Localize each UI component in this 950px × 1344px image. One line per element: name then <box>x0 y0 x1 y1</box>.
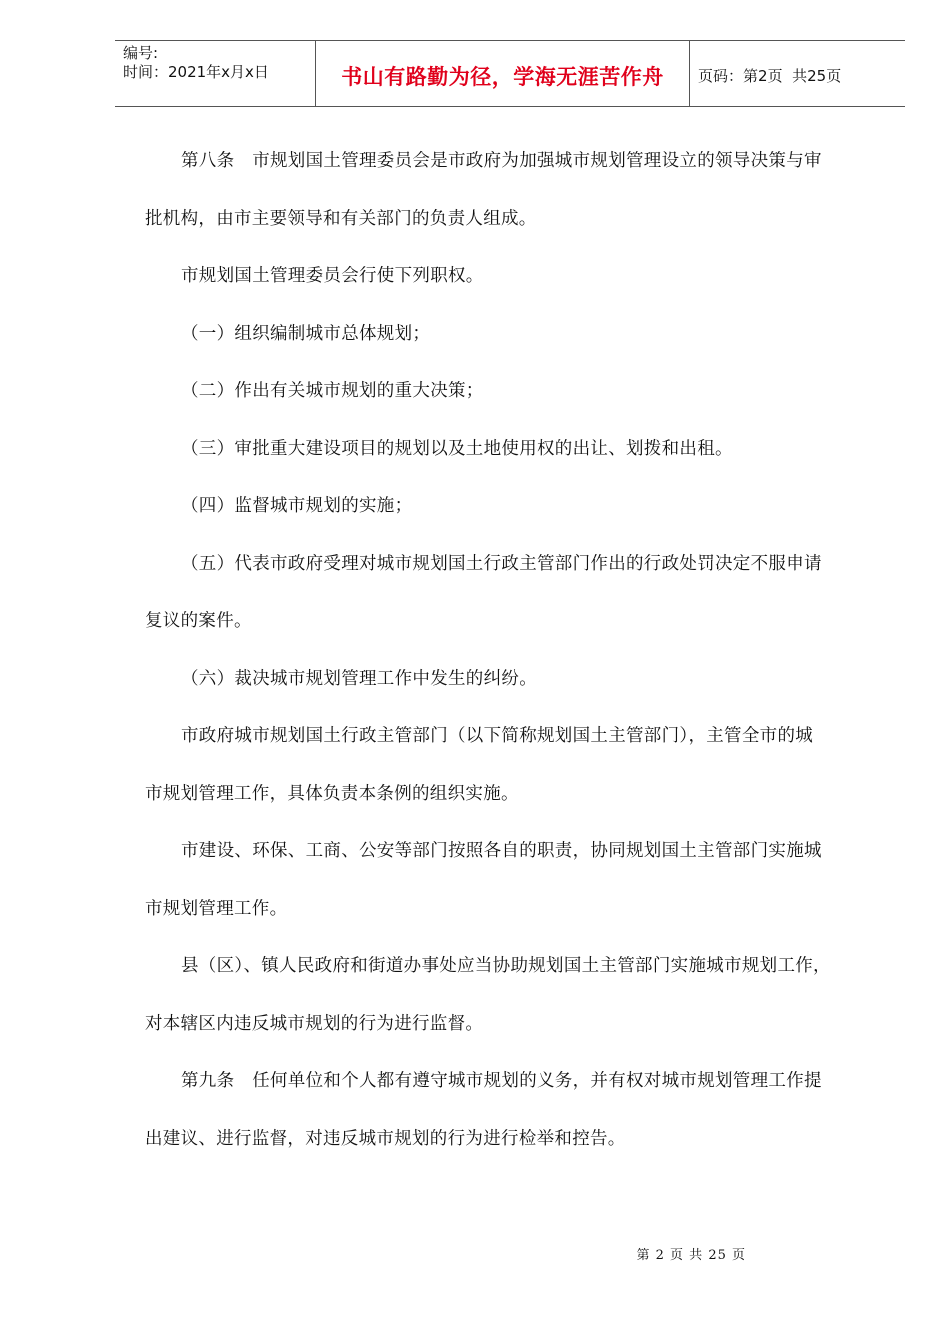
power-item-6: （六）裁决城市规划管理工作中发生的纠纷。 <box>181 668 537 689</box>
header-page-info <box>690 41 905 106</box>
document-time: 时间：2021年x月x日 <box>123 63 269 81</box>
power-item-1: （一）组织编制城市总体规划； <box>181 323 431 344</box>
power-item-4: （四）监督城市规划的实施； <box>181 496 413 516</box>
article-8-line-2: 批机构，由市主要领导和有关部门的负责人组成。 <box>145 208 537 229</box>
article-9-line-2: 出建议、进行监督，对违反城市规划的行为进行检举和控告。 <box>145 1128 626 1149</box>
document-body <box>145 133 885 1168</box>
page-total: 25 <box>807 66 827 85</box>
page-mid: 页 共 <box>767 67 808 85</box>
power-item-3: （三）审批重大建设项目的规划以及土地使用权的出让、划拨和出租。 <box>181 438 733 459</box>
page-header <box>115 40 905 107</box>
page-suffix: 页 <box>826 67 842 85</box>
article-9-line-1: 第九条 任何单位和个人都有遵守城市规划的义务，并有权对城市规划管理工作提 <box>181 1071 822 1091</box>
header-motto: 书山有路勤为径，学海无涯苦作舟 <box>316 41 690 106</box>
planning-department-line-2: 市规划管理工作，具体负责本条例的组织实施。 <box>145 783 519 804</box>
cooperating-departments-line-2: 市规划管理工作。 <box>145 898 288 919</box>
power-item-2: （二）作出有关城市规划的重大决策； <box>181 381 484 401</box>
article-8-line-1: 第八条 市规划国土管理委员会是市政府为加强城市规划管理设立的领导决策与审 <box>181 151 822 171</box>
document-number-label: 编号: <box>123 44 159 62</box>
page-prefix: 页码：第 <box>698 67 759 85</box>
page-current: 2 <box>758 66 768 85</box>
local-government-line-2: 对本辖区内违反城市规划的行为进行监督。 <box>145 1013 484 1034</box>
header-meta <box>115 41 316 106</box>
cooperating-departments-line-1: 市建设、环保、工商、公安等部门按照各自的职责，协同规划国土主管部门实施城 <box>181 841 822 861</box>
power-item-5-line-2: 复议的案件。 <box>145 611 252 631</box>
planning-department-line-1: 市政府城市规划国土行政主管部门（以下简称规划国土主管部门），主管全市的城 <box>181 726 814 746</box>
local-government-line-1: 县（区）、镇人民政府和街道办事处应当协助规划国土主管部门实施城市规划工作， <box>181 956 831 976</box>
power-item-5-line-1: （五）代表市政府受理对城市规划国土行政主管部门作出的行政处罚决定不服申请 <box>181 553 822 574</box>
committee-powers-intro: 市规划国土管理委员会行使下列职权。 <box>181 266 484 286</box>
page-footer: 第 2 页 共 25 页 <box>636 1248 746 1263</box>
